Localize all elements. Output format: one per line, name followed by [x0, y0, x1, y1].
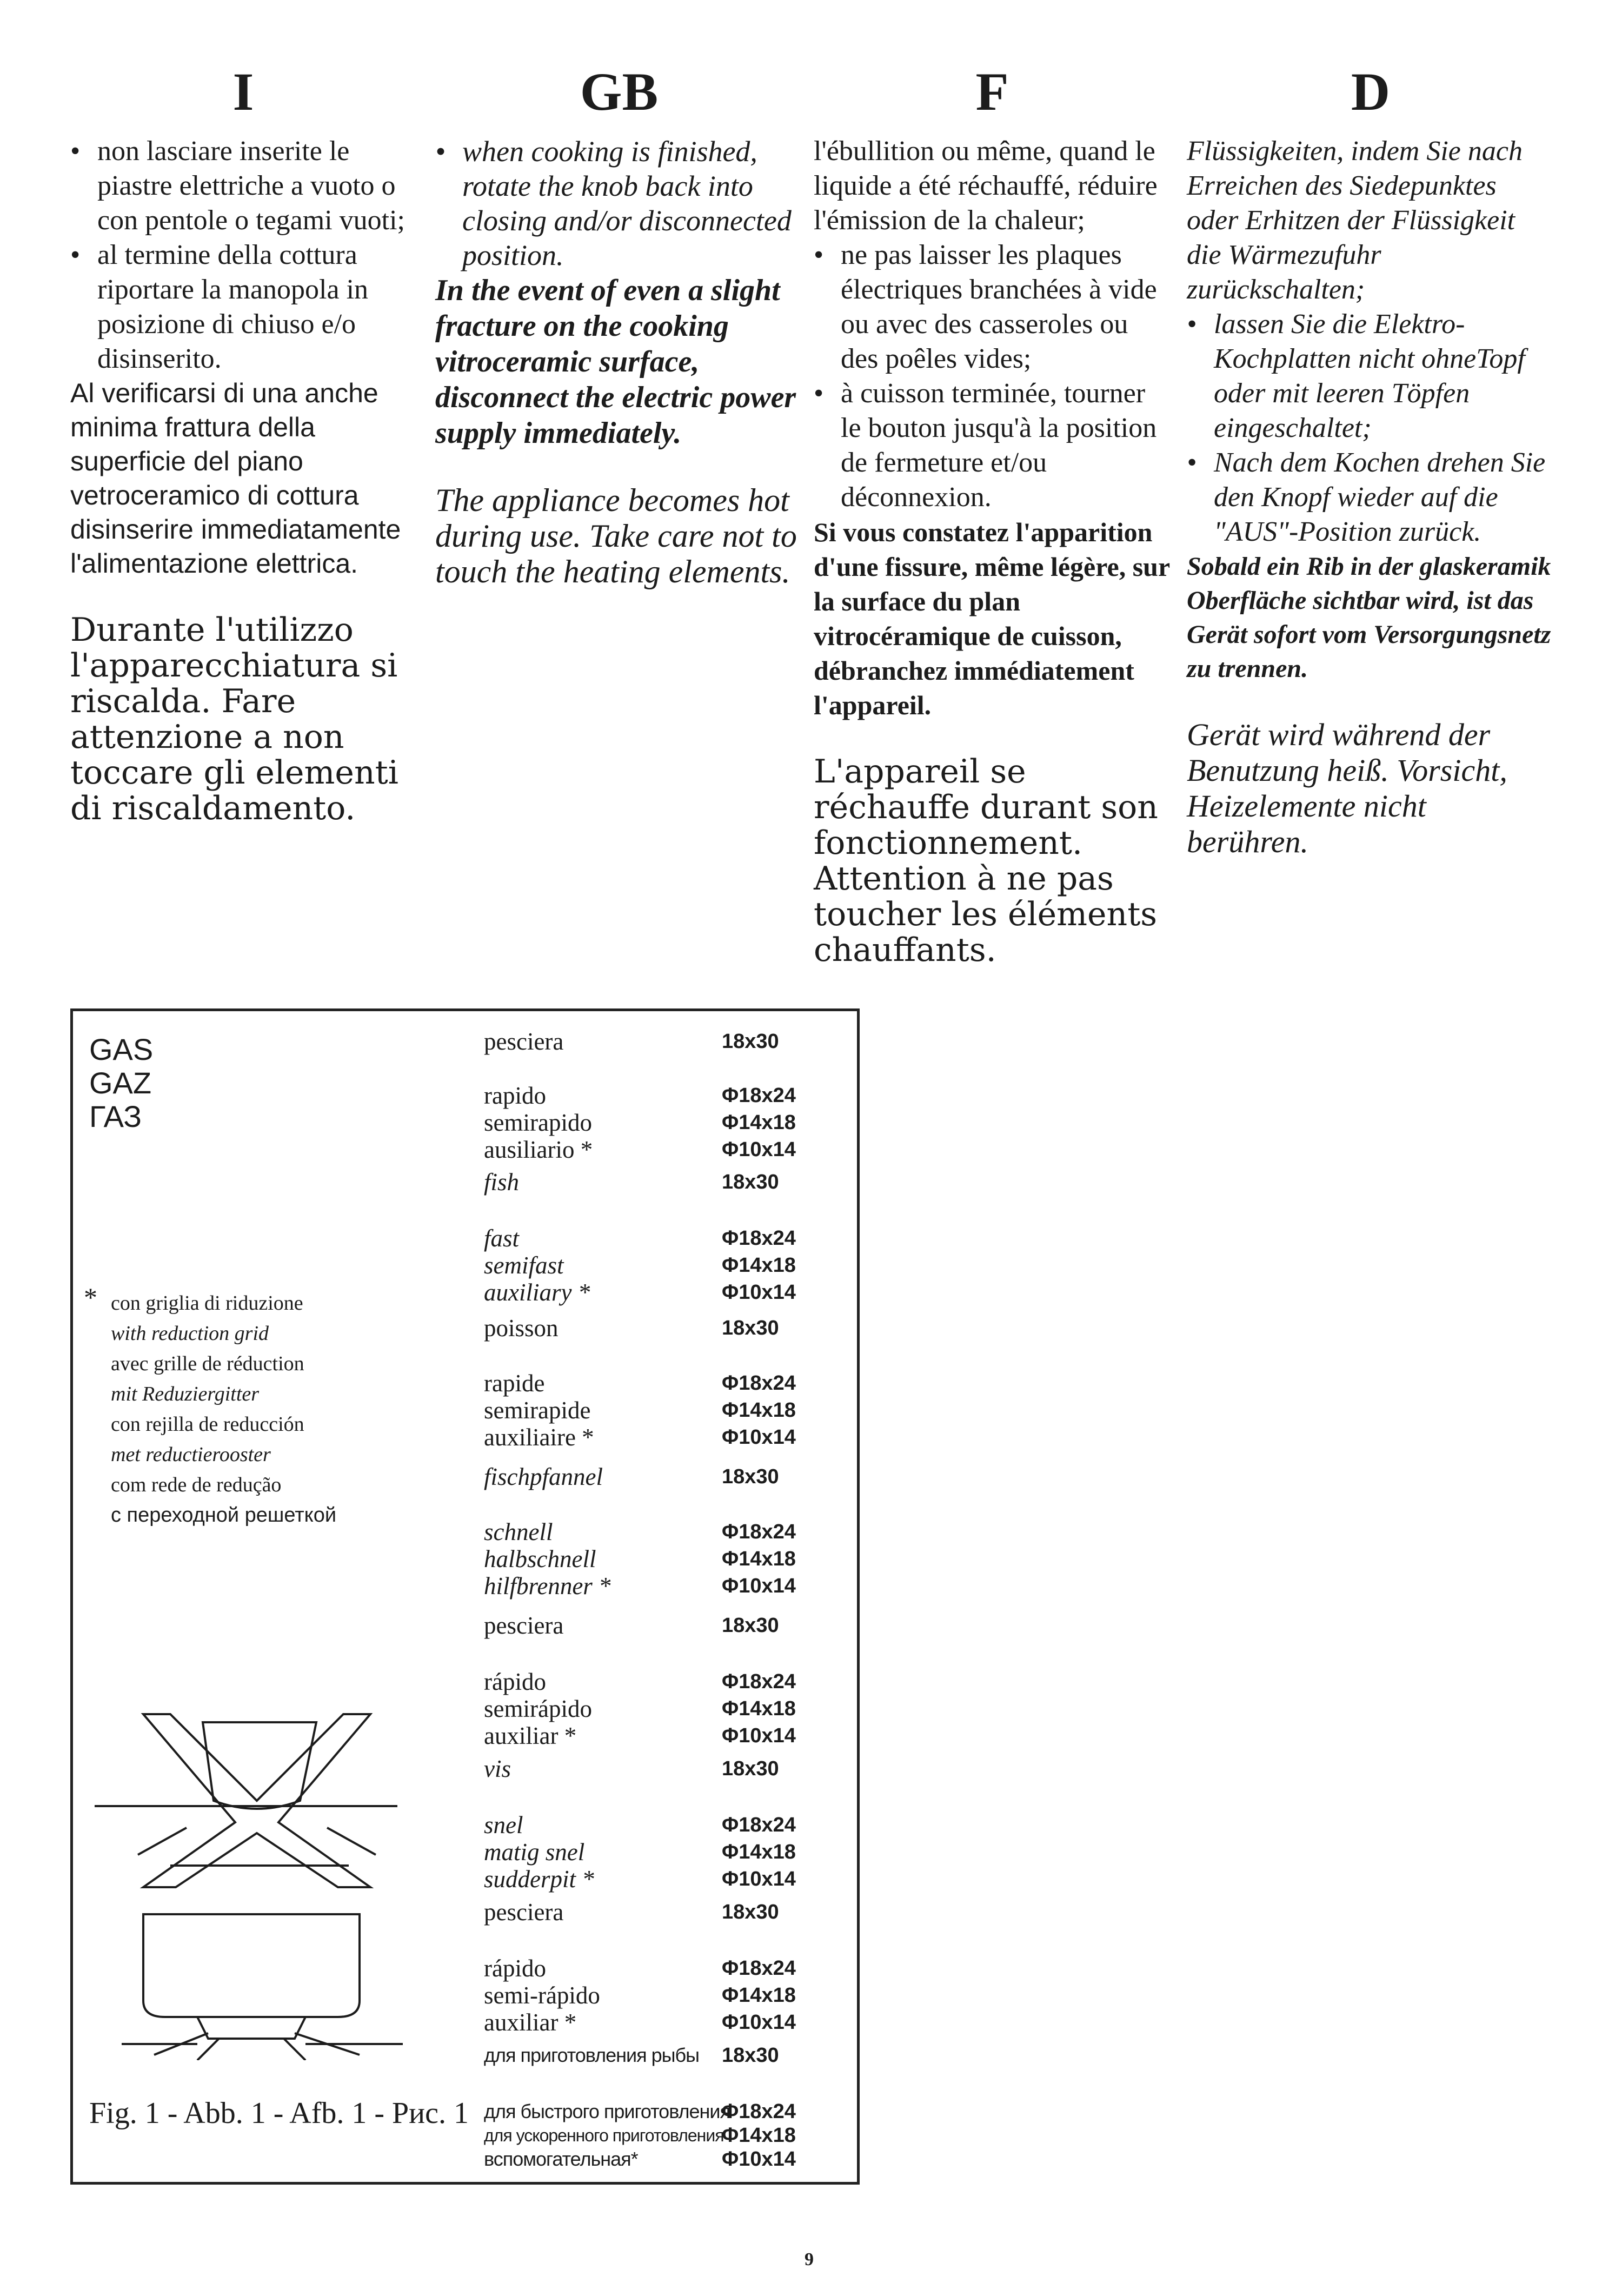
burner-size: 18x30 [722, 1030, 779, 1053]
burner-size: Φ18x24 [722, 1372, 796, 1395]
table-row [484, 2145, 852, 2169]
table-row [484, 1865, 852, 1892]
column-english [435, 0, 803, 919]
burner-size: Φ10x14 [722, 1575, 796, 1597]
burner-size: Φ10x14 [722, 2011, 796, 2034]
burner-size: Φ18x24 [722, 1227, 796, 1250]
burner-size: Φ10x14 [722, 2148, 796, 2171]
page-number: 9 [805, 2249, 814, 2270]
burner-name: auxiliaire * [484, 1424, 594, 1451]
burner-size: 18x30 [722, 1171, 779, 1193]
reduction-notes [111, 1288, 336, 1530]
warning-text: Al verificarsi di una anche minima frattura della superficie del piano vetroceramico di cottura disinserire immediatamente l'alimentazione elettrica. [70, 378, 401, 579]
burner-name: auxiliary * [484, 1279, 590, 1306]
column-heading: F [975, 62, 1009, 122]
table-row [484, 1954, 852, 1981]
burner-name: auxiliar * [484, 1722, 577, 1749]
burner-name: rápido [484, 1668, 546, 1695]
burner-name: для быстрого приготовления [484, 2100, 730, 2122]
table-row [484, 1811, 852, 1838]
burner-size: Φ18x24 [722, 1814, 796, 1836]
table-row [484, 1136, 852, 1163]
burner-name: pesciera [484, 1899, 564, 1926]
list-item: • ne pas laisser les plaques électriques branchées à vide ou avec des casseroles ou des poêles vides; [814, 238, 1171, 376]
burner-name: rápido [484, 1955, 546, 1982]
table-row [484, 1755, 852, 1783]
table-row [484, 1722, 852, 1749]
burner-size: 18x30 [722, 1317, 779, 1339]
notice-text: Gerät wird während der Benutzung heiß. Vorsicht, Heizelemente nicht berühren. [1187, 717, 1507, 859]
burner-size: 18x30 [722, 1901, 779, 1923]
burner-name: poisson [484, 1315, 559, 1342]
burner-size: Φ18x24 [722, 1084, 796, 1107]
table-row [484, 1898, 852, 1926]
burner-size: Φ14x18 [722, 1254, 796, 1277]
column-heading: D [1351, 62, 1391, 122]
burner-name: semirápido [484, 1695, 592, 1722]
reduction-note: с переходной решеткой [111, 1504, 337, 1527]
reduction-note: com rede de redução [111, 1474, 282, 1496]
column-french [814, 0, 1171, 973]
bullet-list [435, 134, 803, 273]
column-heading: I [232, 62, 254, 122]
burner-name: semirapide [484, 1397, 591, 1424]
burner-size: Φ14x18 [722, 1548, 796, 1570]
burner-size: 18x30 [722, 1757, 779, 1780]
burner-name: semi-rápido [484, 1982, 600, 2009]
burner-size: Φ10x14 [722, 1426, 796, 1449]
pot-on-burner-drawing [122, 1909, 403, 2060]
asterisk-note-marker: * [84, 1282, 97, 1312]
burner-size: Φ10x14 [722, 1281, 796, 1304]
burner-name: matig snel [484, 1839, 585, 1866]
reduction-note: mit Reduziergitter [111, 1383, 260, 1405]
list-item: • non lasciare inserite le piastre elettriche a vuoto o con pentole o tegami vuoti; [70, 134, 416, 238]
burner-name: auxiliar * [484, 2009, 577, 2036]
reduction-note: con griglia di riduzione [111, 1292, 303, 1315]
burner-name: ausiliario * [484, 1136, 593, 1163]
burner-name: vis [484, 1755, 511, 1782]
burner-size: 18x30 [722, 1465, 779, 1488]
burner-group [484, 1027, 852, 1163]
table-row [484, 1981, 852, 2008]
table-row [484, 1027, 852, 1056]
burner-group [484, 1314, 852, 1450]
burner-group [484, 1755, 852, 1892]
burner-size: 18x30 [722, 2044, 779, 2067]
table-row [484, 1572, 852, 1599]
table-row [484, 2121, 852, 2145]
table-row [484, 1668, 852, 1695]
burner-name: semifast [484, 1252, 564, 1279]
burner-name: semirapido [484, 1109, 592, 1136]
table-row [484, 1109, 852, 1136]
burner-size: Φ14x18 [722, 1984, 796, 2007]
list-item: • when cooking is finished, rotate the knob back into closing and/or disconnected position. [435, 134, 803, 273]
burner-size: Φ14x18 [722, 1697, 796, 1720]
table-row [484, 1314, 852, 1342]
burner-name: для приготовления рыбы [484, 2044, 700, 2066]
burner-group [484, 1898, 852, 2035]
table-row [484, 2041, 852, 2069]
burner-size: Φ18x24 [722, 2100, 796, 2123]
burner-group [484, 1168, 852, 1305]
gas-label: GAS [89, 1032, 154, 1066]
table-row [484, 1224, 852, 1251]
burner-size: 18x30 [722, 1614, 779, 1637]
table-row [484, 1518, 852, 1545]
table-row [484, 1369, 852, 1396]
list-item: • à cuisson terminée, tourner le bouton jusqu'à la position de fermeture et/ou déconnexion. [814, 376, 1171, 515]
table-row [484, 1695, 852, 1722]
notice-text: The appliance becomes hot during use. Take care not to touch the heating elements. [435, 482, 797, 589]
lead-text: l'ébullition ou même, quand le liquide a été réchauffé, réduire l'émission de la chaleur; [814, 136, 1158, 236]
burner-size: Φ18x24 [722, 1957, 796, 1980]
table-row [484, 1251, 852, 1278]
bullet-list [1187, 307, 1554, 549]
table-row [484, 1278, 852, 1305]
table-row [484, 1168, 852, 1196]
burner-name: halbschnell [484, 1545, 596, 1572]
burner-size: Φ10x14 [722, 1138, 796, 1161]
burner-name: для ускоренного приготовления [484, 2126, 724, 2145]
table-row [484, 1396, 852, 1423]
column-italian [70, 0, 416, 919]
table-row [484, 1838, 852, 1865]
warning-text: In the event of even a slight fracture on the cooking vitroceramic surface, disconnect the electric power supply immediately. [435, 274, 796, 450]
table-row [484, 1611, 852, 1640]
burner-name: snel [484, 1811, 523, 1839]
table-row [484, 1545, 852, 1572]
burner-size: Φ10x14 [722, 1868, 796, 1890]
burner-name: fischpfannel [484, 1463, 603, 1490]
burner-name: fast [484, 1225, 520, 1252]
burner-group [484, 1611, 852, 1749]
reduction-grid-drawing [95, 1693, 397, 1893]
list-item: • al termine della cottura riportare la manopola in posizione di chiuso e/o disinserito. [70, 238, 416, 376]
burner-size: Φ10x14 [722, 1724, 796, 1747]
table-row [484, 2008, 852, 2035]
list-item: • Nach dem Kochen drehen Sie den Knopf wieder auf die "AUS"-Position zurück. [1187, 446, 1554, 549]
burner-name: sudderpit * [484, 1866, 594, 1893]
reduction-note: con rejilla de reducción [111, 1413, 304, 1436]
burner-group [484, 2041, 852, 2169]
warning-text: Si vous constatez l'apparition d'une fissure, même légère, sur la surface du plan vitrocéramique de cuisson, débranchez immédiatement l'appareil. [814, 517, 1170, 720]
burner-name: fish [484, 1169, 520, 1196]
figure-box [70, 1008, 860, 2185]
gas-label: ГАЗ [89, 1099, 142, 1133]
table-row [484, 2098, 852, 2121]
burner-name: rapide [484, 1370, 545, 1397]
table-row [484, 1081, 852, 1109]
table-row [484, 1423, 852, 1450]
reduction-note: with reduction grid [111, 1322, 269, 1345]
burner-name: pesciera [484, 1612, 564, 1639]
burner-name: schnell [484, 1518, 553, 1545]
bullet-list [814, 238, 1171, 515]
burner-size: Φ14x18 [722, 1399, 796, 1422]
burner-name: rapido [484, 1082, 546, 1109]
list-item: • lassen Sie die Elektro-Kochplatten nicht ohneTopf oder mit leeren Töpfen eingeschaltet; [1187, 307, 1554, 446]
burner-size: Φ18x24 [722, 1670, 796, 1693]
burner-size: Φ14x18 [722, 1111, 796, 1134]
burner-name: hilfbrenner * [484, 1572, 611, 1600]
column-heading: GB [580, 62, 659, 122]
lead-text: Flüssigkeiten, indem Sie nach Erreichen des Siedepunktes oder Erhitzen der Flüssigkeit die Wärmezufuhr zurückschalten; [1187, 136, 1523, 305]
burner-name: pesciera [484, 1028, 564, 1055]
gas-label: GAZ [89, 1066, 152, 1100]
burner-size: Φ14x18 [722, 2124, 796, 2147]
burner-name: вспомогательная* [484, 2148, 638, 2170]
warning-text: Sobald ein Rib in der glaskeramik Oberfläche sichtbar wird, ist das Gerät sofort vom Versorgungsnetz zu trennen. [1187, 552, 1551, 683]
burner-size: Φ18x24 [722, 1521, 796, 1543]
table-row [484, 1463, 852, 1491]
notice-text: Durante l'utilizzo l'apparecchiatura si riscalda. Fare attenzione a non toccare gli elementi di riscaldamento. [70, 611, 398, 827]
burner-group [484, 1463, 852, 1599]
burner-size: Φ14x18 [722, 1841, 796, 1863]
reduction-note: avec grille de réduction [111, 1352, 304, 1375]
bullet-list [70, 134, 416, 376]
column-german [1187, 0, 1554, 973]
figure-caption: Fig. 1 - Abb. 1 - Afb. 1 - Рис. 1 [89, 2096, 469, 2130]
reduction-note: met reductierooster [111, 1443, 271, 1466]
notice-text: L'appareil se réchauffe durant son fonctionnement. Attention à ne pas toucher les éléments chauffants. [814, 753, 1158, 969]
